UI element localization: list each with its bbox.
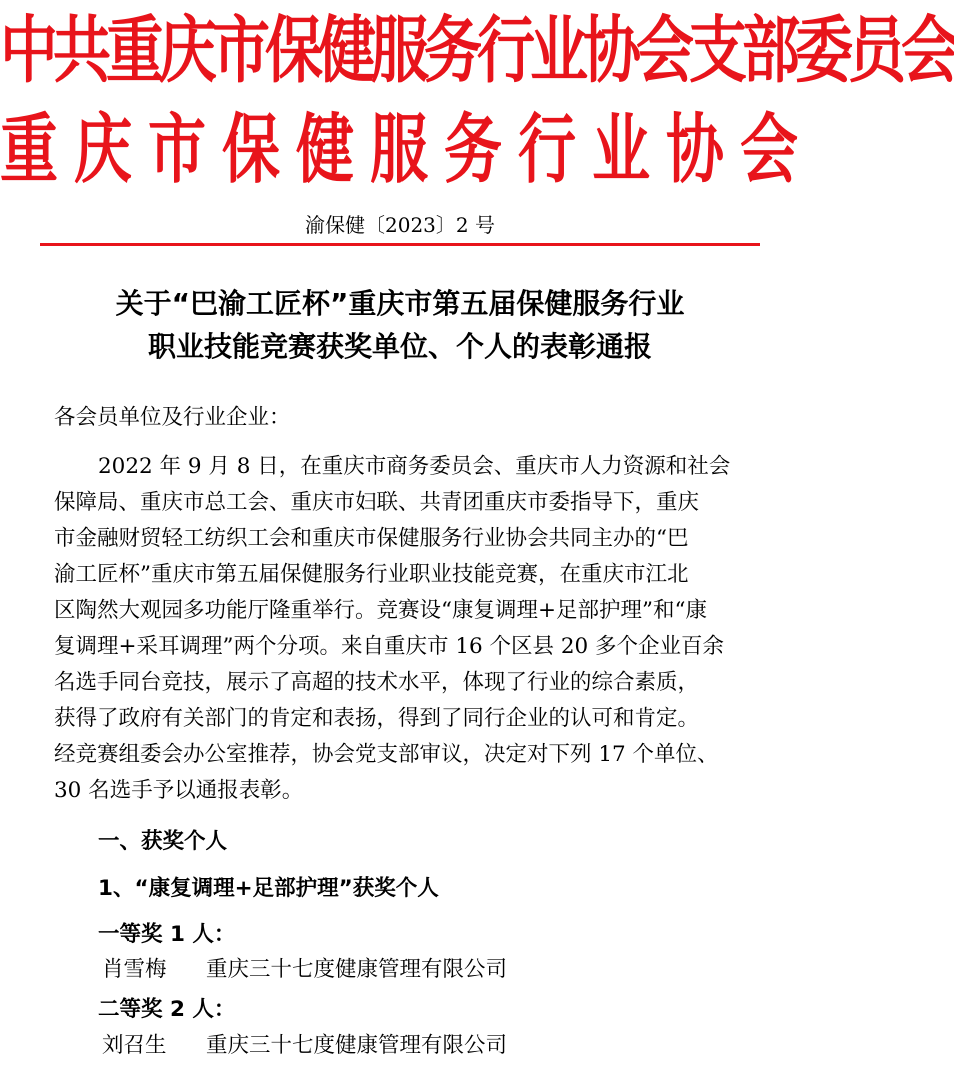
second-prize-heading: 二等奖 2 人：	[98, 997, 236, 1022]
section-heading-individual-awards: 一、获奖个人	[98, 829, 228, 854]
paragraph-line: 复调理+采耳调理”两个分项。来自重庆市 16 个区县 20 多个企业百余	[54, 634, 725, 659]
paragraph-line: 市金融财贸轻工纺织工会和重庆市保健服务行业协会共同主办的“巴	[54, 526, 689, 551]
red-header-rule	[40, 243, 760, 246]
subsection-heading: 1、“康复调理+足部护理”获奖个人	[98, 876, 439, 901]
first-prize-heading: 一等奖 1 人：	[98, 922, 236, 947]
paragraph-line: 名选手同台竞技，展示了高超的技术水平，体现了行业的综合素质，	[54, 670, 700, 695]
award-winner-row	[102, 1031, 507, 1061]
document-title-line-1: 关于“巴渝工匠杯”重庆市第五届保健服务行业	[115, 287, 685, 320]
winner-name: 肖雪梅	[102, 957, 167, 982]
winner-company: 重庆三十七度健康管理有限公司	[206, 1033, 508, 1058]
paragraph-line: 2022 年 9 月 8 日，在重庆市商务委员会、重庆市人力资源和社会	[98, 454, 731, 479]
org-header-association: 重庆市保健服务行业协会	[0, 105, 815, 194]
winner-name: 刘召生	[102, 1033, 167, 1058]
winner-company: 重庆三十七度健康管理有限公司	[206, 957, 508, 982]
paragraph-line: 获得了政府有关部门的肯定和表扬，得到了同行企业的认可和肯定。	[54, 706, 700, 731]
paragraph-line: 30 名选手予以通报表彰。	[54, 778, 304, 803]
document-number: 渝保健〔2023〕2 号	[305, 213, 495, 237]
award-winner-row	[102, 955, 507, 985]
org-header-party-branch: 中共重庆市保健服务行业协会支部委员会	[0, 7, 954, 93]
paragraph-line: 区陶然大观园多功能厅隆重举行。竞赛设“康复调理+足部护理”和“康	[54, 598, 707, 623]
document-title-line-2: 职业技能竞赛获奖单位、个人的表彰通报	[147, 330, 652, 363]
paragraph-line: 渝工匠杯”重庆市第五届保健服务行业职业技能竞赛，在重庆市江北	[54, 562, 689, 587]
salutation: 各会员单位及行业企业：	[54, 405, 291, 430]
paragraph-line: 经竞赛组委会办公室推荐，协会党支部审议，决定对下列 17 个单位、	[54, 742, 719, 767]
paragraph-line: 保障局、重庆市总工会、重庆市妇联、共青团重庆市委指导下，重庆	[54, 490, 700, 515]
